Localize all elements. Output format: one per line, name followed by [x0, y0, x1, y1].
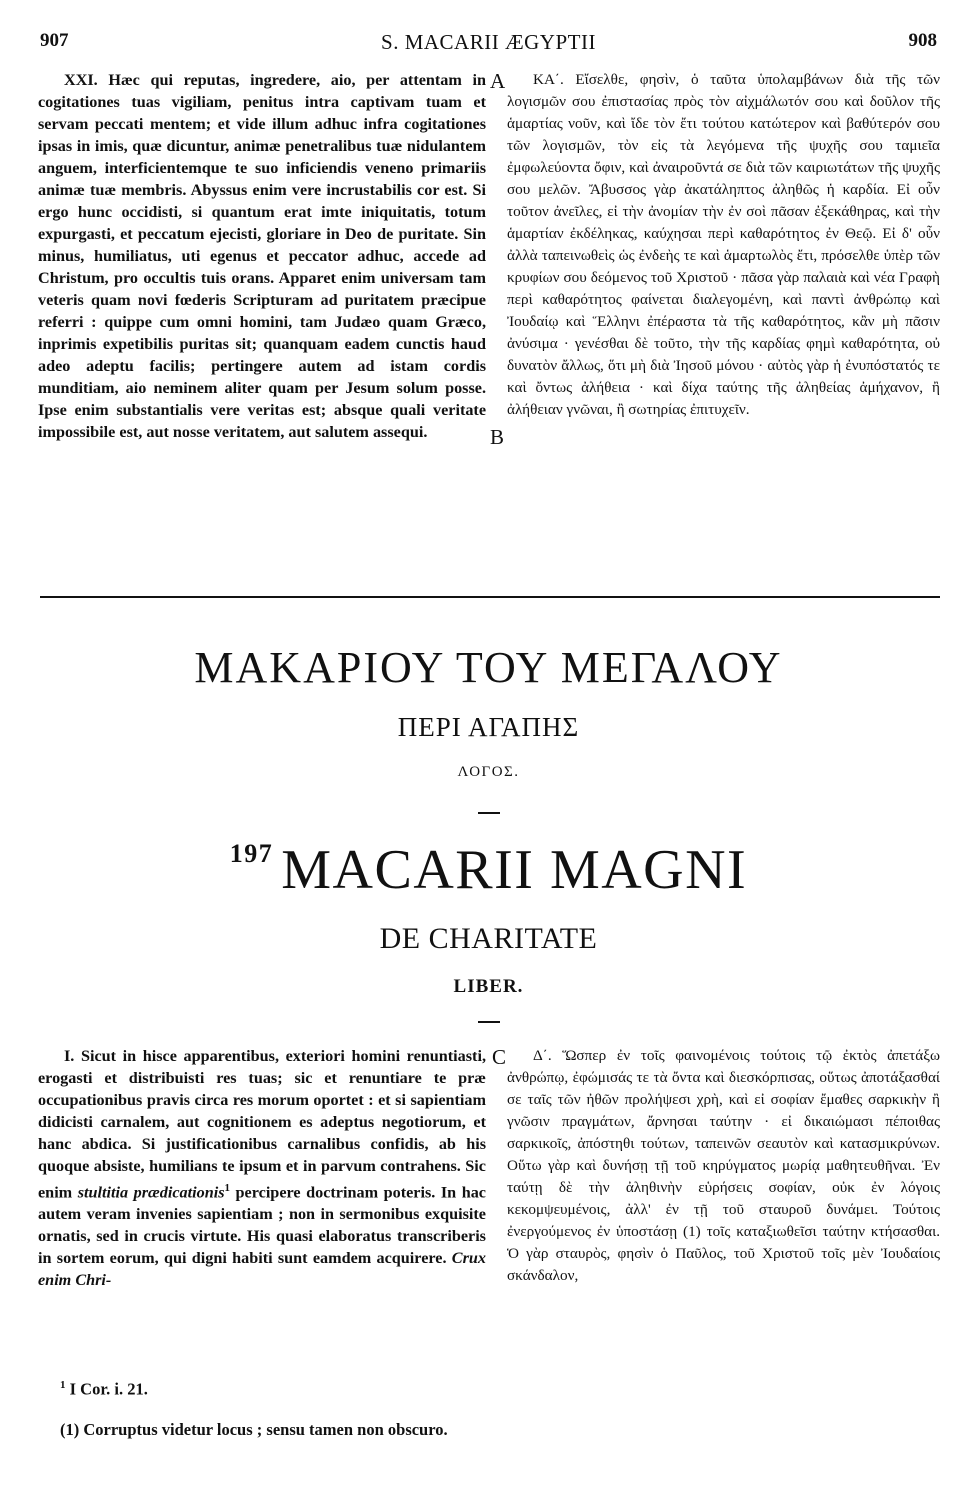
latin-genre: LIBER.	[453, 976, 524, 997]
latin-text-part-1: I. Sicut in hisce apparentibus, exteriori homini renuntiasti, erogasti et distribuisti res tuas; sic et renuntiare te præ occupationibus pravis circa res morum oportet : et si sapientiam didicisti carnalem, aut cognitionem es adeptus negotiorum, et hanc abdica. Si justificationibus carnalibus confidis, ab his quoque absiste, humilians te ipsum et in parvum contrahens. Sic enim	[38, 1047, 486, 1202]
column-number: 197	[229, 839, 274, 868]
footnote-1-mark: 1	[60, 1379, 66, 1391]
margin-letter-c: C	[492, 1045, 507, 1069]
footnote-1	[60, 1379, 148, 1400]
latin-italic-continuation: Crux enim Chri-	[38, 1249, 486, 1290]
latin-subtitle: DE CHARITATE	[379, 922, 598, 955]
latin-title	[0, 838, 977, 902]
page-number-right: 908	[908, 30, 937, 51]
margin-letter-a: A	[490, 69, 506, 93]
latin-column-section-2	[38, 1045, 486, 1291]
latin-text-part-2: percipere doctrinam poteris. In hac autem veram invenies sapientiam ; non in sermonibus exquisite ornatis, sed in crucis virtute. His quasi elaboratus transcriberis in sortem eorum, qui digni habiti sunt eamdem acquirere.	[38, 1183, 486, 1268]
latin-column-section-1: XXI. Hæc qui reputas, ingredere, aio, per attentam in cogitationes tuas vigiliam, penitus intra captivam tuam et servam peccati mentem; et vide illum adhuc infra cogitationes ipsas in imis, quæ dicuntur, animæ penetralibus tuæ nidulantem anguem, interficientemque te suo inficiendis veneno primariis animæ tuæ membris. Abyssus enim vere incrustabilis cor est. Si ergo hunc occidisti, si quantum erat imte iniquitatis, totum expurgasti, et peccatum ejecisti, gloriare in Deo de puritate. Sin minus, humiliatus, uti egenus et peccator adhuc, accede ad Christum, pro occultis tuis orans. Apparet enim universam tam veteris quam novi fœderis Scripturam ad puritatem præcipue referri : quippe cum omni homini, tam Judæo quam Græco, inprimis expetibilis puritas sit; quanquam eadem cunctis haud adeo adeptu facilis; pertingere autem ad istam cordis munditiam, aio neminem aliter quam per Jesum solum posse. Ipse enim substantialis vere veritas est; absque quali veritate impossibile est, aut nosse veritatem, aut salutem assequi.	[38, 71, 486, 441]
greek-subtitle: ΠΕΡΙ ΑΓΑΠΗΣ	[397, 712, 580, 742]
greek-genre: ΛΟΓΟΣ.	[457, 764, 520, 780]
footnote-reference: 1	[224, 1182, 230, 1194]
page-number-left: 907	[40, 30, 69, 51]
title-dash	[478, 812, 500, 814]
greek-column-section-1: ΚΑ΄. Εἴσελθε, φησὶν, ὁ ταῦτα ὑπολαμβάνων διὰ τῆς τῶν λογισμῶν σου ἐπιστασίας πρὸς τὸν αἰχμάλωτόν σου καὶ δοῦλον τῆς ἁμαρτίας νοῦν, καὶ ἴδε τὸν ἔτι τούτου κατώτερον καὶ βαθύτερόν σου τῶν λογισμῶν, τὸν εἰς τὰ λεγόμενα τῆς ψυχῆς σου ταμιεῖα ἐμφωλεύοντα ὄφιν, καὶ ἀναιροῦντά σε διὰ τῶν καιριωτάτων τῆς ψυχῆς σου μελῶν. Ἄβυσσος γὰρ ἀκατάληπτος ἀληθῶς ἡ καρδία. Εἰ οὖν τοῦτον ἀνεῖλες, εἰ τὴν ἀνομίαν τὴν ἐν σοὶ πᾶσαν ἐξεκάθηρας, καὶ τὴν ἁμαρτίαν ἐκδέληκας, καύχησαι περὶ καθαρότητος ἐν Θεῷ. Εἰ δ' οὖν ἀλλὰ ταπεινωθεὶς ὡς ἐνδεὴς τε καὶ ἁμαρτωλὸς ἔτι, πρόσελθε ὑπὲρ τῶν κρυφίων σου δεόμενος τοῦ Χριστοῦ · πᾶσα γὰρ παλαιὰ καὶ νέα Γραφὴ περὶ καθαρότητος φαίνεται διαλεγομένη, καὶ παντὶ ἀνθρώπῳ καὶ Ἰουδαίῳ καὶ Ἕλληνι ἐπέραστα τὰ τῆς καθαρότητος, κἂν μὴ πᾶσιν ἀνύσιμα · γενέσθαι δὲ τοῦτο, τὴν τῆς καρδίας φημὶ καθαρότητα, οὐ δυνατὸν ἄλλως, ὅτι μὴ διὰ Ἰησοῦ μόνου · αὐτὸς γὰρ ἡ ἐνυπόστατός τε καὶ ὄντως ἀλήθεια · καὶ δίχα ταύτης τῆς ἀληθείας ἀμήχανον, ἢ ἀλήθειαν γνῶναι, ἢ σωτηρίας ἐπιτυχεῖν.	[507, 71, 940, 418]
title-dash-2	[478, 1021, 500, 1023]
section-divider	[40, 596, 940, 598]
latin-italic-quote: stultitia prædicationis	[77, 1183, 225, 1202]
greek-column-section-2: Δ΄. Ὥσπερ ἐν τοῖς φαινομένοις τούτοις τῷ ἐκτὸς ἀπετάξω ἀνθρώπῳ, ἐφώμισάς τε τὰ ὄντα καὶ διεσκόρπισας, οὕτως ἀποτάξασθαί σε ταῖς τῶν ἠθῶν προλήψεσι χρὴ, καὶ εἰ σοφίαν ἔμαθες σαρκικὴν ἢ γνῶσιν πραγμάτων, ἄρνησαι ταύτην · εἰ δικαιώμασι πέποιθας σαρκικοῖς, ἀπόστηθι τούτων, ταπεινῶν σεαυτὸν καὶ κατασμικρύνων. Οὕτω γὰρ καὶ δυνήσῃ τῇ τοῦ κηρύγματος μωρίᾳ μαθητευθῆναι. Ἐν ταύτῃ δὲ τὴν ἀληθινὴν εὑρήσεις σοφίαν, οὐκ ἐν λόγοις κεκομψευμένοις, ἀλλ' ἐν τῇ τοῦ σταυροῦ δυνάμει. Τούτοις ἐνεργούμενος ἐν ὑποστάσῃ (1) τοῖς καταξιωθεῖσι ταύτην κτήσασθαι. Ὁ γὰρ σταυρὸς, φησὶν ὁ Παῦλος, τοῦ Χριστοῦ τοῖς μὲν Ἰουδαίοις σκάνδαλον,	[507, 1047, 940, 1284]
footnote-2: (1) Corruptus videtur locus ; sensu tamen non obscuro.	[60, 1420, 448, 1439]
latin-title-text: MACARII MAGNI	[281, 839, 748, 901]
greek-title: ΜΑΚΑΡΙΟΥ ΤΟΥ ΜΕΓΑΛΟΥ	[194, 643, 783, 692]
footnote-1-text: I Cor. i. 21.	[65, 1379, 148, 1399]
margin-letter-b: B	[490, 425, 505, 449]
running-title: S. MACARII ÆGYPTII	[381, 30, 596, 54]
